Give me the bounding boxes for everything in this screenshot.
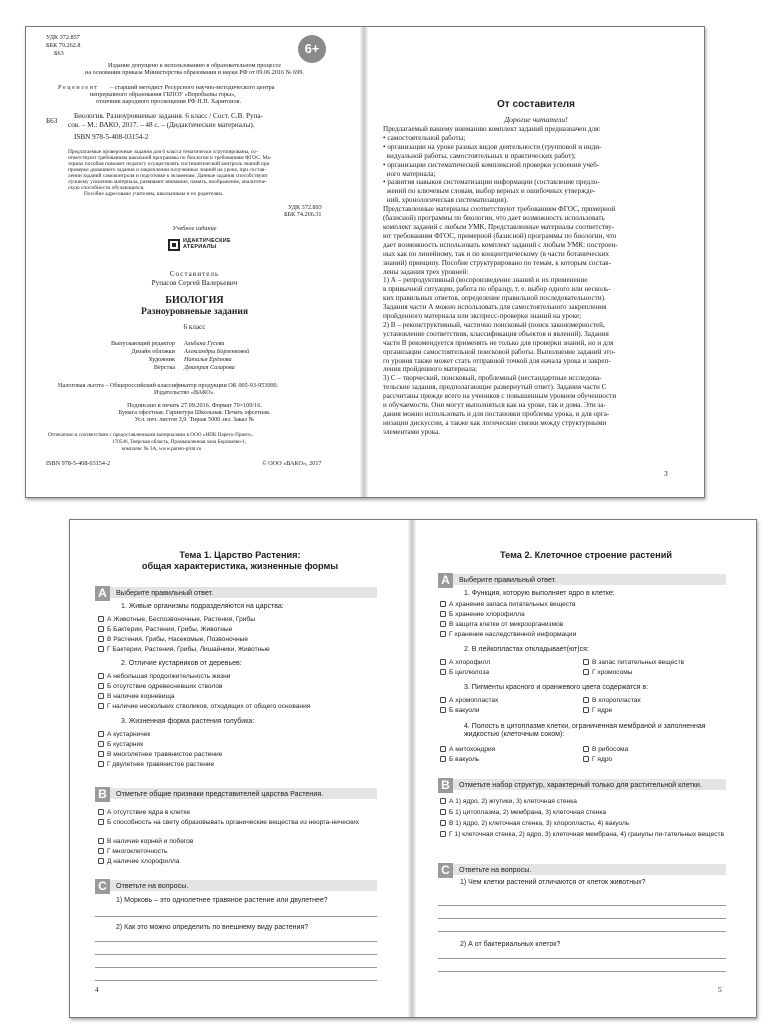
annotation-line-4: проверке домашнего задания и закреплении полученных знаний на уроке, при состав-	[68, 167, 267, 173]
approval-line-2: на основании приказа Министерства образования и науки РФ от 09.06.2016 № 699.	[85, 69, 304, 76]
checkbox[interactable]	[440, 601, 446, 607]
preface-line: тельские задания, предполагающие развернутый ответ). Задания части С	[383, 383, 607, 392]
q3-option-a-text: А хромопластах	[449, 697, 499, 704]
preface-line: 2) В – реконструктивный, частично поисковый (поиск закономерностей,	[383, 320, 605, 329]
q1-option-d-text: Г хранение наследственной информации	[449, 631, 577, 638]
imprint-page	[26, 27, 363, 497]
preface-line: пройденного материала или экспресс-проверки знаний на уроке;	[383, 312, 582, 321]
answer-line[interactable]	[438, 918, 726, 919]
staff-name-4: Дмитрия Сазарова	[184, 364, 235, 371]
biblio-code: Б63	[46, 117, 58, 125]
print-info-1: Подписано в печать 27.09.2016. Формат 70×100/16.	[127, 402, 262, 409]
printing-house-3: комплекс № 3А, www.pareto-print.ru	[122, 446, 202, 452]
udk-code-2: УДК 372.893	[288, 204, 322, 211]
staff-name-2: Александры Борзенковой	[184, 348, 250, 355]
isbn: ISBN 978-5-408-03154-2	[74, 133, 149, 141]
page-number-5: 5	[718, 985, 722, 994]
preface-line: Представленные материалы соответствуют требованиям ФГОС, примерной	[383, 205, 616, 214]
q1-option-a[interactable]	[98, 616, 255, 624]
question-2: 2. Отличие кустарников от деревьев:	[121, 660, 242, 667]
preface-line: ления пройденного материала;	[383, 365, 478, 374]
q4-option-d[interactable]	[583, 756, 612, 764]
q2-option-b[interactable]	[98, 683, 223, 691]
checkbox[interactable]	[583, 697, 589, 703]
grade: 6 класс	[183, 323, 206, 331]
copyright: © ООО «ВАКО», 2017	[262, 460, 322, 467]
section-a-instruction: Выберите правильный ответ.	[459, 575, 557, 584]
preface-line: комплект заданий с любым УМК. Представленные материалы соответству-	[383, 222, 615, 231]
preface-line: • самостоятельной работы;	[383, 133, 466, 142]
reviewer-line-1: – старший методист Ресурсного научно-методического центра	[110, 84, 275, 91]
preface-line: Задания части А можно использовать для самостоятельного закрепления	[383, 303, 607, 312]
section-c-instruction: Ответьте на вопросы.	[459, 865, 532, 874]
q4-option-b-text: Б вакуоль	[449, 756, 480, 763]
checkbox[interactable]	[440, 669, 446, 675]
answer-line[interactable]	[95, 954, 377, 955]
preface-line: и обучаемости. Они могут выполняться как на уроке, так и дома. Эти за-	[383, 401, 606, 410]
q1-option-d[interactable]	[440, 631, 576, 639]
series-logo-mark	[168, 239, 180, 251]
b-option-c-text: В 1) ядро, 2) клеточная стенка, 3) хлоропласты, 4) вакуоль	[449, 820, 630, 827]
worksheet-page-5	[416, 520, 756, 1017]
q2-option-c[interactable]	[98, 693, 175, 701]
b-option-b[interactable]	[98, 819, 389, 827]
answer-line[interactable]	[438, 931, 726, 932]
preface-line: в привычной ситуации, работа по образцу, т. е. выбор одного или несколь-	[383, 285, 611, 294]
checkbox[interactable]	[440, 621, 446, 627]
preface-line: го уровня также может стать отправной точкой для начала урока и закреп-	[383, 356, 611, 365]
topic-1-title	[70, 550, 410, 572]
checkbox[interactable]	[98, 693, 104, 699]
section-c-badge: C	[438, 863, 453, 878]
checkbox[interactable]	[98, 848, 104, 854]
book-title: БИОЛОГИЯ	[165, 295, 224, 306]
approval-line-1: Издание допущено к использованию в образовательном процессе	[107, 62, 282, 69]
annotation-line-1: Предлагаемые проверочные задания для 6 класса тематически сгруппированы, со-	[68, 149, 258, 155]
question-3: 3. Пигменты красного и оранжевого цвета содержатся в:	[464, 684, 649, 691]
answer-line[interactable]	[95, 941, 377, 942]
preface-line: 3) С – творческий, поисковый, проблемный (нестандартные исследова-	[383, 374, 602, 383]
checkbox[interactable]	[98, 636, 104, 642]
page-number-3: 3	[664, 469, 668, 478]
c-question-2: 2) А от бактериальных клеток?	[460, 941, 561, 948]
b-option-d-text: Г многоклеточность	[107, 848, 168, 855]
section-c-header	[95, 879, 377, 893]
checkbox[interactable]	[98, 616, 104, 622]
checkbox[interactable]	[98, 858, 104, 864]
logo-line-2: АТЕРИАЛЫ	[183, 244, 217, 250]
section-a-header	[95, 586, 377, 600]
section-c-badge: C	[95, 879, 110, 894]
edition-type: Учебное издание	[172, 225, 217, 232]
c-question-1: 1) Морковь – это однолетнее травяное растение или двулетнее?	[116, 897, 328, 904]
tax-line-2: Издательство «ВАКО»	[154, 389, 214, 396]
q2-option-a[interactable]	[98, 673, 231, 681]
checkbox[interactable]	[440, 611, 446, 617]
answer-line[interactable]	[438, 905, 726, 906]
checkbox[interactable]	[440, 631, 446, 637]
reviewer-line-2: непрерывного образования ГБПОУ «Воробьевы горы»,	[90, 91, 236, 98]
annotation-line-3: териал пособия поможет педагогу осуществлять систематический контроль знаний при	[68, 161, 270, 167]
answer-line[interactable]	[438, 958, 726, 959]
checkbox[interactable]	[98, 838, 104, 844]
print-info-2: Бумага офсетная. Гарнитура Школьная. Печать офсетная.	[118, 409, 271, 416]
q2-option-a-text: А небольшая продолжительность жизни	[107, 673, 231, 680]
annotation-line-6: лучшему усвоению материала, развивают внимание, память, воображение, аналитиче-	[68, 179, 268, 185]
annotation-line-2: ответствуют требованиям школьной программы по биологии и требованиям ФГОС. Ма-	[68, 155, 272, 161]
question-1: 1. Функция, которую выполняет ядро в клетке:	[464, 590, 615, 597]
b-option-b[interactable]	[440, 809, 606, 817]
section-b-header	[95, 787, 377, 801]
preface-line: ют требованиям ФГОС, примерной (базисной) программы по биологии, что	[383, 231, 617, 240]
preface-line: • организации на уроке разных видов деятельности (групповой и инди-	[383, 142, 602, 151]
q2-option-c-text: В наличие корневища	[107, 693, 175, 700]
checkbox[interactable]	[440, 820, 446, 826]
checkbox[interactable]	[98, 751, 104, 757]
preface-line: низации дискуссии, а также как логические связки между структурными	[383, 418, 607, 427]
section-a-instruction: Выберите правильный ответ.	[116, 588, 214, 597]
q1-option-a-text: А хранение запаса питательных веществ	[449, 601, 576, 608]
q2-option-c[interactable]	[583, 659, 684, 667]
q3-option-d-text: Г ядре	[592, 707, 613, 714]
b-option-e[interactable]	[98, 858, 179, 866]
staff-name-3: Наталья Ерёмова	[184, 356, 232, 363]
question-2: 2. В лейкопластах откладывает(ют)ся:	[464, 646, 589, 653]
checkbox[interactable]	[440, 707, 446, 713]
preface-line: части В рекомендуется применять не только для проверки знаний, но и для	[383, 338, 614, 347]
series-logo-text	[183, 239, 231, 251]
checkbox[interactable]	[440, 659, 446, 665]
b-option-e-text: Д наличие хлорофилла	[107, 858, 180, 865]
q4-option-c[interactable]	[583, 746, 628, 754]
q3-option-b[interactable]	[440, 707, 479, 715]
q1-option-b-text: Б хранение хлорофилла	[449, 611, 525, 618]
q4-option-b[interactable]	[440, 756, 479, 764]
worksheet-page-4	[70, 520, 410, 1017]
q3-option-a[interactable]	[440, 697, 498, 705]
checkbox[interactable]	[98, 761, 104, 767]
preface-line: ных как по линейному, так и по концентрическому (в части ботанических	[383, 249, 609, 258]
checkbox[interactable]	[583, 746, 589, 752]
catalog-code: Б63	[54, 50, 64, 57]
series-logo	[168, 239, 231, 251]
q3-option-d[interactable]	[98, 761, 214, 769]
q3-option-c[interactable]	[98, 751, 222, 759]
preface-line: рассчитаны прежде всего на учеников с повышенным уровнем обученности	[383, 392, 617, 401]
checkbox[interactable]	[583, 659, 589, 665]
q4-option-a-text: А митохондрия	[449, 746, 496, 753]
q3-option-c-text: В многолетнее травянистое растение	[107, 751, 223, 758]
checkbox[interactable]	[440, 809, 446, 815]
checkbox[interactable]	[440, 746, 446, 752]
checkbox[interactable]	[440, 756, 446, 762]
preface-line: 1) А – репродуктивный (воспроизведение знаний и их применение	[383, 276, 588, 285]
preface-line: ного материала;	[383, 169, 436, 178]
q3-option-c[interactable]	[583, 697, 641, 705]
section-b-instruction: Отметьте набор структур, характерный только для растительной клетки.	[459, 780, 702, 789]
q2-option-b-text: Б целлюлоза	[449, 669, 490, 676]
question-1: 1. Живые организмы подразделяются на царства:	[121, 603, 284, 610]
b-option-a[interactable]	[440, 798, 577, 806]
checkbox[interactable]	[98, 683, 104, 689]
annotation-line-7: скую способности обучающихся.	[68, 185, 145, 191]
answer-line[interactable]	[95, 967, 377, 968]
preface-line: элементами урока.	[383, 427, 441, 436]
q2-option-c-text: В запас питательных веществ	[592, 659, 685, 666]
q1-option-b[interactable]	[440, 611, 525, 619]
checkbox[interactable]	[98, 673, 104, 679]
q3-option-a[interactable]	[98, 731, 150, 739]
checkbox[interactable]	[98, 809, 104, 815]
b-option-d[interactable]	[98, 848, 167, 856]
preface-line: жений по ключевым словам, выбор верных и ошибочных утвержде-	[383, 187, 596, 196]
preface-line: ких правильных ответов, определение правильной последовательности).	[383, 294, 606, 303]
q1-option-d-text: Г Бактерии, Растения, Грибы, Лишайники, Животные	[107, 646, 270, 653]
q4-option-d-text: Г ядро	[592, 756, 613, 763]
print-info-3: Усл. печ. листов 3,9. Тираж 5000 экз. Заказ №	[134, 416, 255, 423]
question-4: 4. Полость в цитоплазме клетки, ограниченная мембраной и заполненная жидкостью (клеточным соком):	[464, 723, 706, 739]
q3-option-a-text: А кустарничек	[107, 731, 151, 738]
b-option-d-text: Г 1) клеточная стенка, 2) ядро, 3) клеточная мембрана, 4) гранулы пи-тательных веществ	[449, 831, 724, 838]
preface-line: видуальной работы, самостоятельных и практических работ);	[383, 151, 576, 160]
q2-option-b[interactable]	[440, 669, 489, 677]
c-question-2: 2) Как это можно определить по внешнему виду растения?	[116, 924, 309, 931]
q3-option-b-text: Б кустарник	[107, 741, 144, 748]
question-3: 3. Жизненная форма растения голубика:	[121, 718, 255, 725]
age-rating-badge: 6+	[298, 35, 326, 63]
preface-page	[368, 27, 704, 497]
checkbox[interactable]	[98, 731, 104, 737]
checkbox[interactable]	[98, 819, 104, 825]
c-question-1: 1) Чем клетки растений отличаются от клеток животных?	[460, 879, 646, 886]
reviewer-label: Р е ц е н з е н т	[58, 84, 98, 91]
checkbox[interactable]	[440, 798, 446, 804]
compiler-name: Рупасов Сергей Валерьевич	[151, 279, 238, 287]
preface-line: организации самостоятельной поисковой работы. Выполнение заданий это-	[383, 347, 616, 356]
answer-line[interactable]	[95, 916, 377, 917]
q2-option-d-text: Г наличие нескольких стволиков, отходящих от общего основания	[107, 703, 311, 710]
answer-line[interactable]	[95, 980, 377, 981]
compiler-label: Составитель	[169, 270, 220, 278]
q3-option-d[interactable]	[583, 707, 612, 715]
tax-line-1: Налоговая льгота – Общероссийский классификатор продукции ОК 005-93-953000.	[58, 382, 279, 389]
checkbox[interactable]	[98, 741, 104, 747]
preface-line: дания можно использовать и для постановки проблемы урока, и для орга-	[383, 410, 610, 418]
section-a-header	[438, 573, 726, 587]
preface-line: лены задания трех уровней:	[383, 267, 469, 276]
b-option-a-text: А отсутствие ядра в клетке	[107, 809, 191, 816]
top-spread-fold	[360, 27, 368, 497]
udk-code: УДК 372.857	[46, 34, 80, 41]
printing-house-1: Отпечатано в соответствии с предоставленными материалами в ООО «ИПК Парето-Принт».	[48, 432, 254, 438]
checkbox[interactable]	[583, 669, 589, 675]
b-option-b-text: Б способность на свету образовывать органические вещества из неорга-нических	[107, 819, 360, 826]
staff-role-2: Дизайн обложки	[131, 348, 175, 355]
book-subtitle: Разноуровневые задания	[141, 307, 248, 317]
checkbox[interactable]	[583, 756, 589, 762]
biblio-line-2: сов. – М.: ВАКО, 2017. – 48 с. – (Дидактические материалы).	[68, 121, 255, 129]
preface-line: • организации систематической комплексной проверки усвоения учеб-	[383, 160, 600, 169]
section-a-badge: A	[438, 573, 453, 588]
logo-line-1: ИДАКТИЧЕСКИЕ	[183, 238, 231, 245]
preface-heading: От составителя	[497, 99, 575, 110]
b-option-a-text: А 1) ядро, 2) жгутики, 3) клеточная стенка	[449, 798, 577, 805]
section-b-badge: B	[95, 787, 110, 802]
preface-line: установление соответствия, классификация объектов и явлений). Задания	[383, 329, 609, 338]
q2-option-d[interactable]	[98, 703, 310, 711]
q3-option-b-text: Б вакуоли	[449, 707, 480, 714]
printing-house-2: 170546, Тверская область, Промышленная зона Боровлево-1,	[112, 439, 247, 445]
q2-option-b-text: Б отсутствие одревесневших стволов	[107, 683, 223, 690]
q1-option-d[interactable]	[98, 646, 270, 654]
q4-option-a[interactable]	[440, 746, 495, 754]
q2-option-d[interactable]	[583, 669, 633, 677]
top-spread	[25, 26, 705, 498]
b-option-a[interactable]	[98, 809, 190, 817]
checkbox[interactable]	[583, 707, 589, 713]
section-b-badge: B	[438, 778, 453, 793]
isbn-footer: ISBN 978-5-408-03154-2	[46, 460, 111, 467]
b-option-c-text: В наличие корней и побегов	[107, 838, 194, 845]
section-b-header	[438, 778, 726, 792]
checkbox[interactable]	[98, 626, 104, 632]
q3-option-b[interactable]	[98, 741, 143, 749]
b-option-c[interactable]	[440, 820, 629, 828]
q3-option-d-text: Г двулетнее травянистое растение	[107, 761, 215, 768]
section-c-instruction: Ответьте на вопросы.	[116, 881, 189, 890]
q4-option-c-text: В рибосома	[592, 746, 629, 753]
staff-role-4: Вёрстка	[153, 364, 175, 371]
q3-option-c-text: В хлоропластах	[592, 697, 641, 704]
q1-option-a[interactable]	[440, 601, 576, 609]
topic-1-line-1: Тема 1. Царство Растения:	[179, 550, 301, 560]
q2-option-a[interactable]	[440, 659, 490, 667]
annotation-line-8: Пособие адресовано учителям, школьникам и их родителям.	[84, 191, 224, 197]
bbk-code: ББК 79.262.8	[46, 42, 81, 49]
preface-line: ний, хронологическая систематизация).	[383, 196, 508, 205]
section-b-instruction: Отметьте общие признаки представителей царства Растения.	[116, 789, 324, 798]
q1-option-c[interactable]	[98, 636, 248, 644]
section-c-header	[438, 863, 726, 877]
checkbox[interactable]	[98, 646, 104, 652]
q1-option-c-text: В Растения, Грибы, Насекомые, Позвоночные	[107, 636, 248, 643]
page-number-4: 4	[95, 985, 99, 994]
q2-option-d-text: Г хромосомы	[592, 669, 633, 676]
bottom-spread-fold	[408, 520, 416, 1017]
bottom-spread	[69, 519, 757, 1018]
preface-body	[383, 125, 695, 437]
b-option-d[interactable]	[440, 831, 737, 839]
q1-option-a-text: А Животные, Беспозвоночные, Растения, Грибы	[107, 616, 255, 623]
answer-line[interactable]	[438, 971, 726, 972]
preface-line: • развития навыков систематизации информации (составление предло-	[383, 178, 600, 187]
q1-option-b-text: Б Бактерии, Растения, Грибы, Животные	[107, 626, 233, 633]
q2-option-a-text: А хлорофилл	[449, 659, 491, 666]
checkbox[interactable]	[440, 831, 446, 837]
reviewer-line-3: отличник народного просвещения РФ Н.П. Харитонов.	[96, 98, 242, 105]
preface-greeting: Дорогие читатели!	[504, 115, 568, 124]
b-option-b-text: Б 1) цитоплазма, 2) мембрана, 3) клеточная стенка	[449, 809, 607, 816]
preface-line: (базисной) программы по биологии, что дает возможность использовать	[383, 214, 605, 223]
preface-line: знаний) принципу. Пособие структурировано по темам, к которым состав-	[383, 258, 611, 267]
staff-role-1: Выпускающий редактор	[110, 340, 175, 347]
section-a-badge: A	[95, 586, 110, 601]
bbk-code-2: ББК 74.266.31	[284, 211, 322, 218]
q1-option-c[interactable]	[440, 621, 563, 629]
topic-2-title: Тема 2. Клеточное строение растений	[499, 550, 672, 560]
b-option-c[interactable]	[98, 838, 193, 846]
topic-1-line-2: общая характеристика, жизненные формы	[141, 561, 339, 571]
biblio-line-1: Биология. Разноуровневые задания. 6 класс / Сост. С.В. Рупа-	[74, 112, 264, 120]
preface-line: Предлагаемый вашему вниманию комплект заданий предназначен для:	[383, 125, 601, 133]
annotation-line-5: лении заданий самоконтроля и подготовке к экзаменам. Данные задания способствуют	[68, 173, 268, 179]
preface-line: дает возможность использовать комплект заданий с любым УМК: построен-	[383, 240, 618, 249]
staff-name-1: Альбина Гусева	[184, 340, 225, 347]
q1-option-c-text: В защита клетки от микроорганизмов	[449, 621, 564, 628]
checkbox[interactable]	[98, 703, 104, 709]
checkbox[interactable]	[440, 697, 446, 703]
staff-role-3: Художник	[148, 356, 175, 363]
q1-option-b[interactable]	[98, 626, 232, 634]
